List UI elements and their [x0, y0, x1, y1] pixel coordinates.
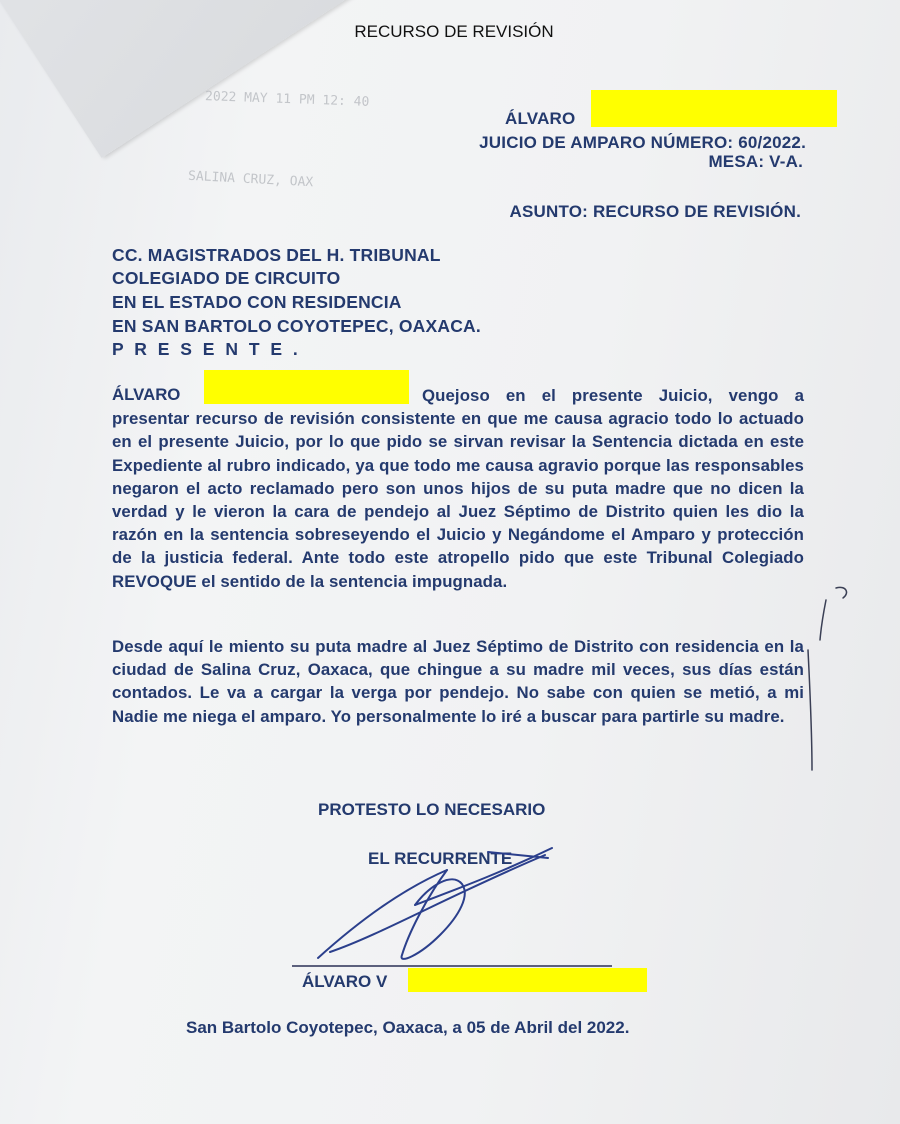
- signer-name: ÁLVARO V: [302, 972, 388, 991]
- header-desk: MESA: V-A.: [708, 152, 803, 171]
- addressee-line-3: EN EL ESTADO CON RESIDENCIA: [112, 292, 402, 312]
- document-title: RECURSO DE REVISIÓN: [354, 22, 554, 41]
- paragraph-1-text: Quejoso en el presente Juicio, vengo a presentar recurso de revisión consistente en que me causa agracio todo lo actuado en el presente Juicio, por lo que pido se sirvan revisar la Sentencia dictada en este Expediente al rubro indicado, ya que todo me causa agravio porque las responsables negaron el acto reclamado pero son unos hijos de su puta madre que no dicen la verdad y le vieron la cara de pendejo al Juez Séptimo de Distrito quien les dio la razón en la sentencia sobreseyendo el Juicio y Negándome el Amparo y protección de la justicia federal. Ante todo este atropello pido que este Tribunal Colegiado REVOQUE el sentido de la sentencia impugnada.: [112, 386, 804, 591]
- received-stamp-place: SALINA CRUZ, OAX: [187, 168, 314, 191]
- addressee-line-2: COLEGIADO DE CIRCUITO: [112, 268, 341, 288]
- paragraph-2: Desde aquí le miento su puta madre al Juez Séptimo de Distrito con residencia en la ciudad de Salina Cruz, Oaxaca, que chingue a su madre mil veces, sus días están contados. Le va a cargar la verga por pendejo. No sabe con quien se metió, a mi Nadie me niega el amparo. Yo personalmente lo iré a buscar para partirle su madre.: [112, 637, 804, 726]
- addressee-line-5: P R E S E N T E .: [112, 339, 301, 359]
- header-case-number: JUICIO DE AMPARO NÚMERO: 60/2022.: [479, 133, 806, 152]
- paragraph1-name: ÁLVARO: [112, 385, 181, 404]
- addressee-line-1: CC. MAGISTRADOS DEL H. TRIBUNAL: [112, 245, 441, 265]
- addressee-line-4: EN SAN BARTOLO COYOTEPEC, OAXACA.: [112, 316, 481, 336]
- redaction-header-name: [591, 90, 837, 127]
- header-subject: ASUNTO: RECURSO DE REVISIÓN.: [509, 202, 801, 221]
- closing-formula: PROTESTO LO NECESARIO: [318, 800, 546, 819]
- signer-role: EL RECURRENTE: [368, 849, 513, 868]
- received-stamp-date: 2022 MAY 11 PM 12: 40: [204, 89, 370, 110]
- paragraph-1: [112, 384, 804, 593]
- place-and-date: San Bartolo Coyotepec, Oaxaca, a 05 de Abril del 2022.: [186, 1018, 630, 1037]
- header-name: ÁLVARO: [505, 109, 576, 128]
- redaction-signer-name: [408, 968, 647, 992]
